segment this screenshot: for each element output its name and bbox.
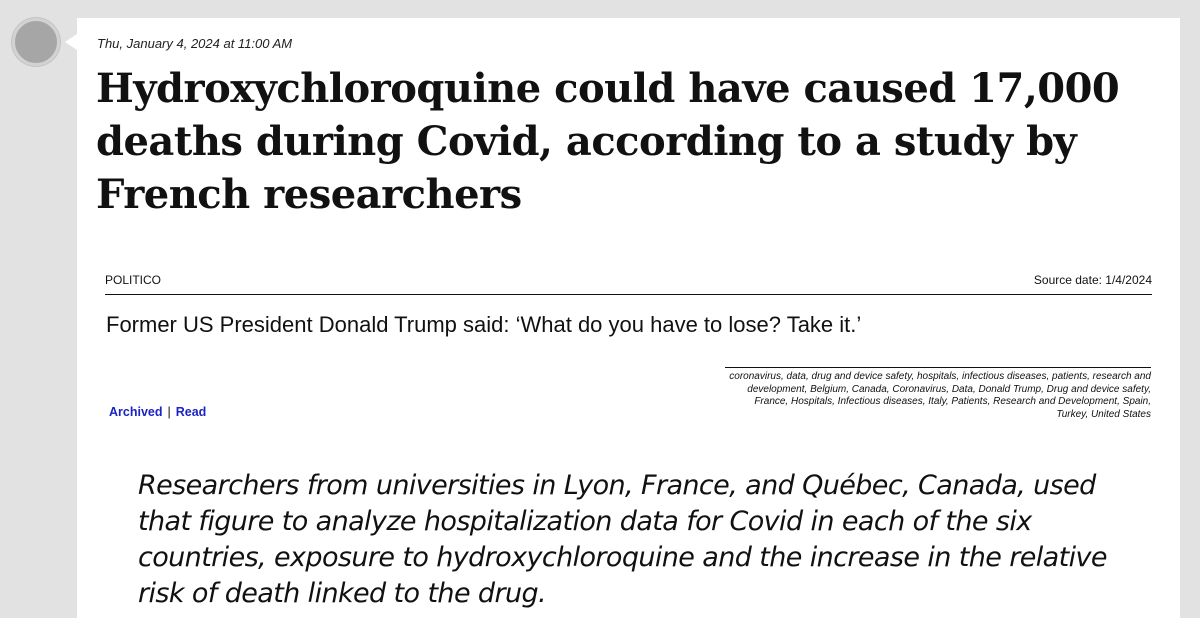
tag-list: coronavirus, data, drug and device safety, hospitals, infectious diseases, patients, research and development, Belgium, Canada, Coronavirus, Data, Donald Trump, Drug and device safety, France, Hospitals, Infectious diseases, Italy, Patients, Research and Development, Spain, Turkey, United States [725, 367, 1151, 421]
post-card [77, 18, 1180, 618]
post-headline: Hydroxychloroquine could have caused 17,000 deaths during Covid, according to a study by French researchers [96, 65, 1120, 218]
link-separator: | [167, 405, 171, 419]
post-quote: Researchers from universities in Lyon, France, and Québec, Canada, used that figure to analyze hospitalization data for Covid in each of the six countries, exposure to hydroxychloroquine and the increase in the relative risk of death linked to the drug. [138, 470, 1107, 609]
source-name: POLITICO [105, 273, 162, 287]
archived-link[interactable]: Archived [109, 405, 163, 419]
card-pointer [65, 34, 77, 50]
post-subhead: Former US President Donald Trump said: ‘What do you have to lose? Take it.’ [106, 312, 862, 337]
post-links [109, 405, 206, 419]
source-date: Source date: 1/4/2024 [1033, 273, 1152, 287]
post-timestamp: Thu, January 4, 2024 at 11:00 AM [97, 36, 293, 51]
read-link[interactable]: Read [175, 405, 207, 419]
avatar[interactable] [12, 18, 60, 66]
source-row [105, 272, 1152, 295]
